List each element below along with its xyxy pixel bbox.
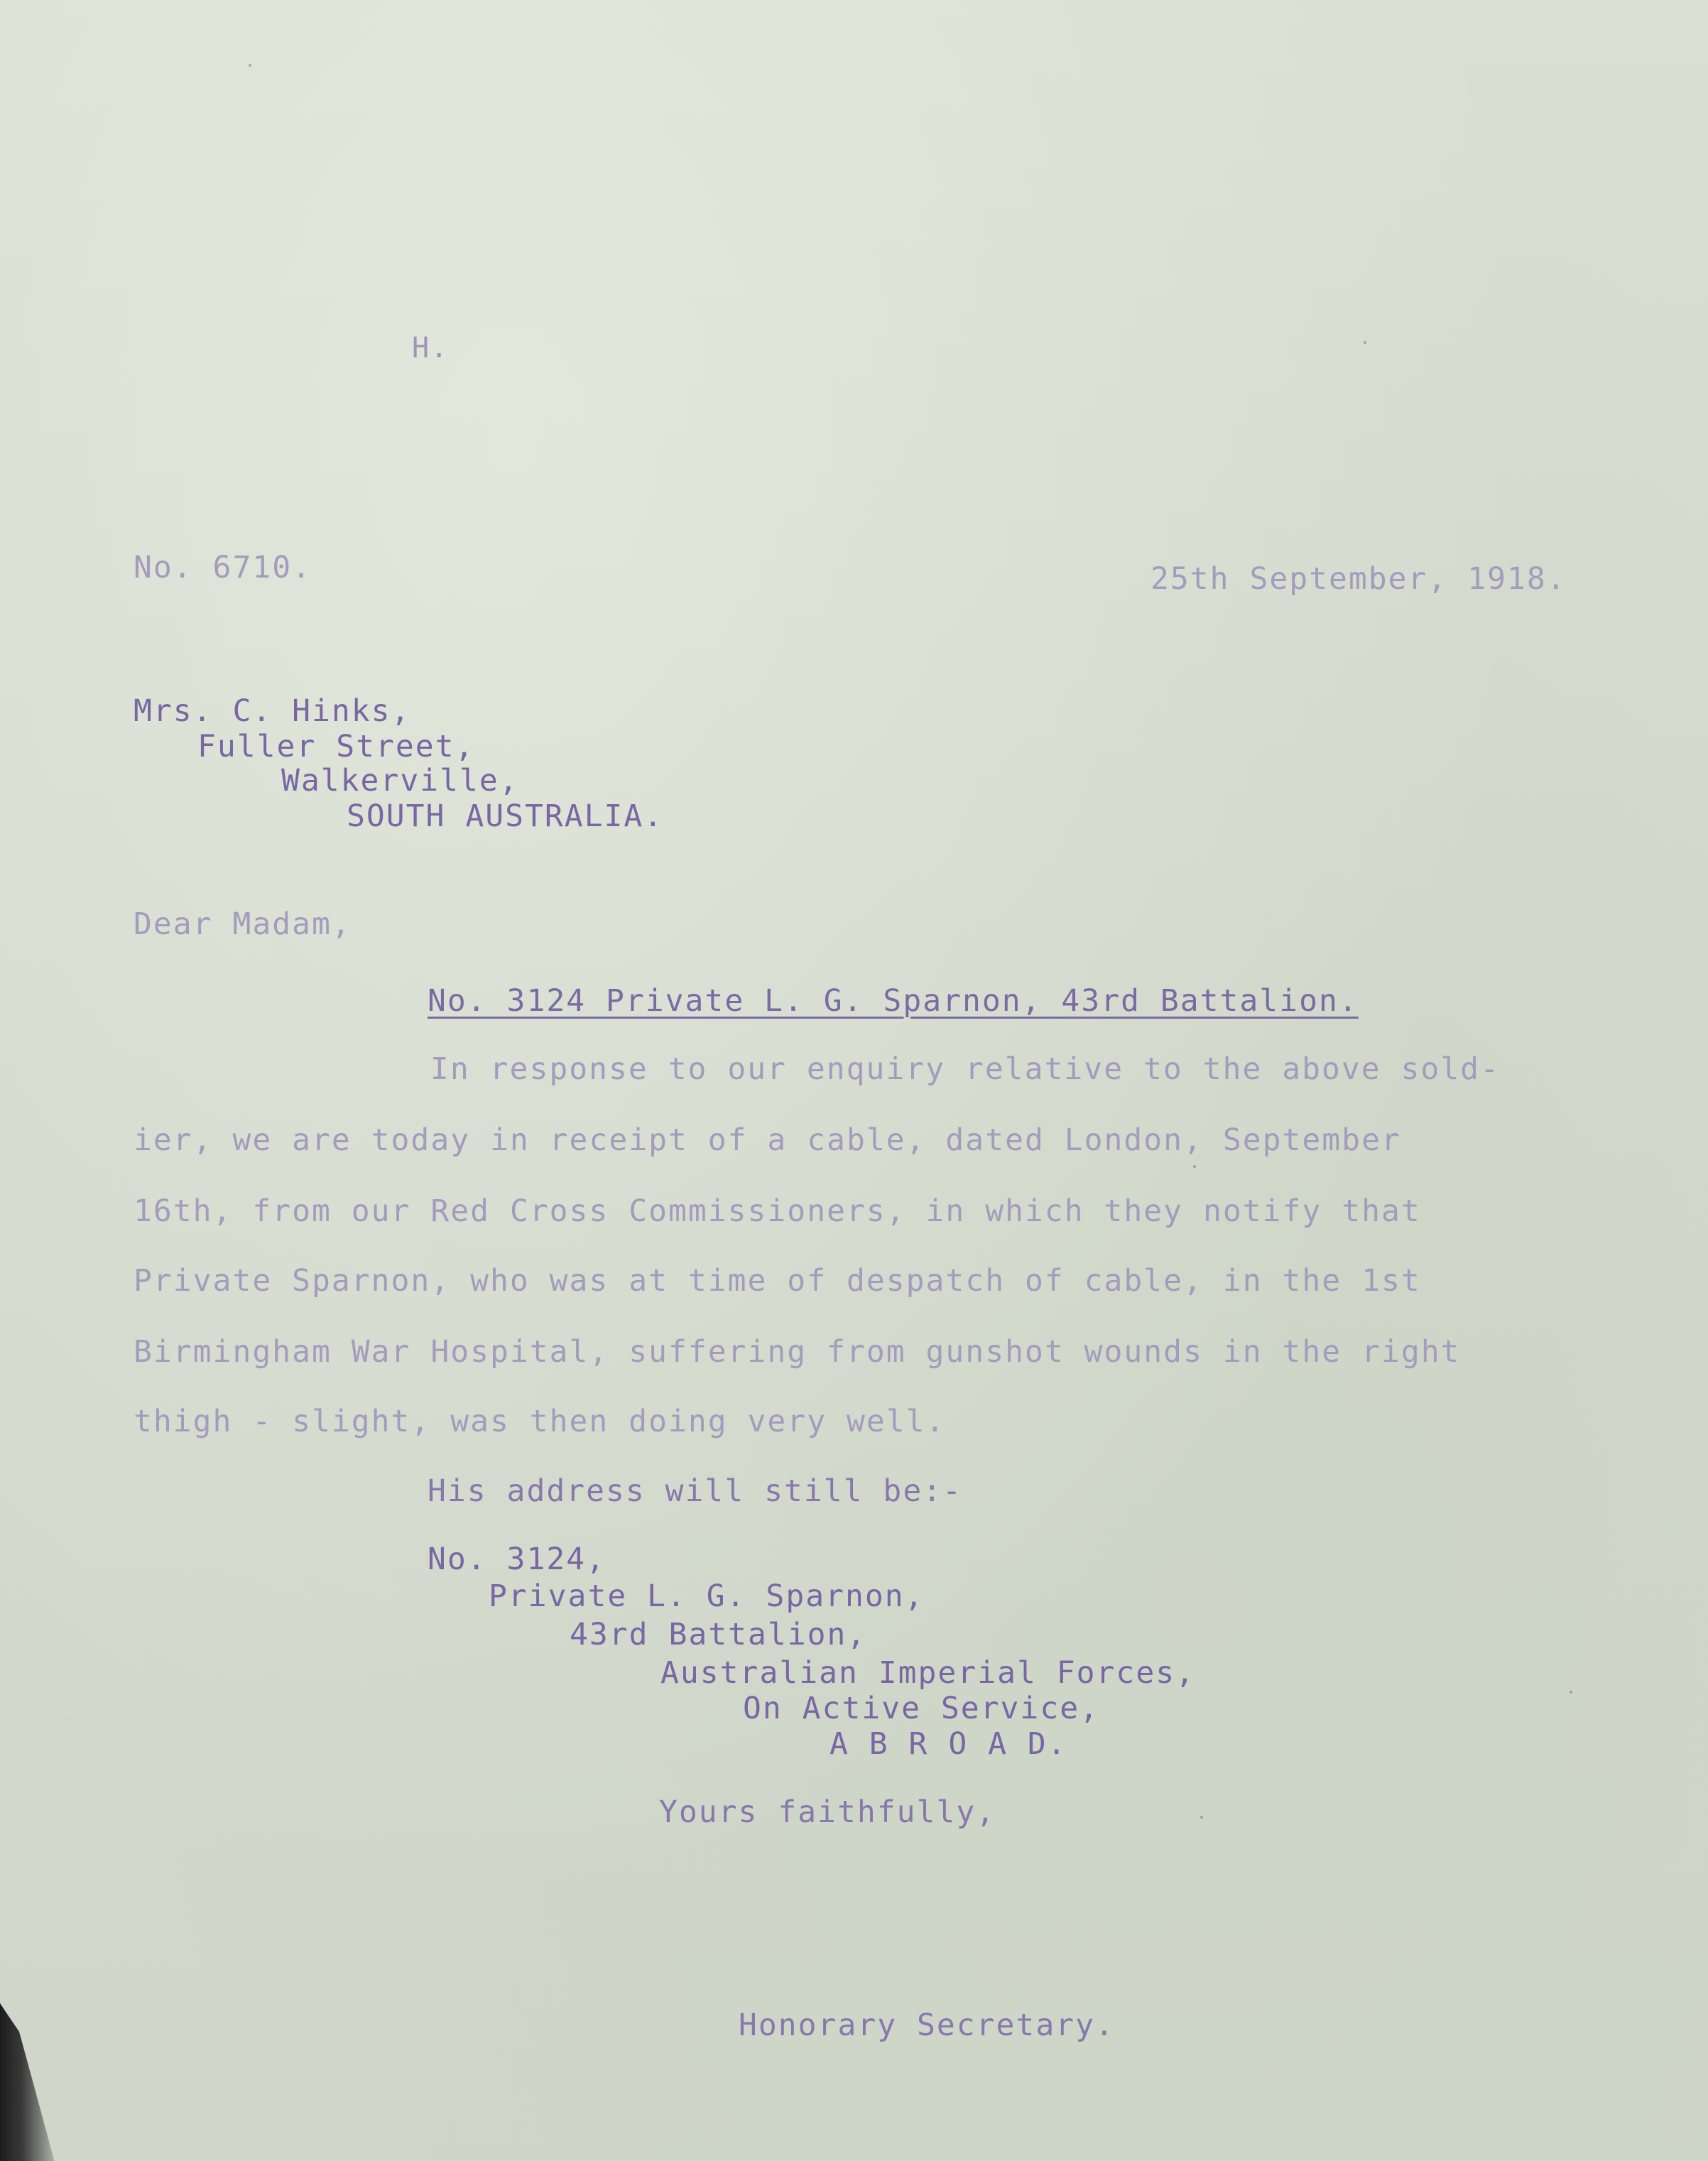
salutation: Dear Madam, (134, 906, 352, 942)
paper-speck (1570, 1691, 1572, 1694)
soldier-number: No. 3124, (428, 1542, 606, 1577)
body-line: Birmingham War Hospital, suffering from gunshot wounds in the right (134, 1334, 1461, 1370)
paper-speck (1364, 341, 1366, 344)
soldier-service: On Active Service, (743, 1691, 1099, 1726)
subject-line (428, 983, 1359, 1019)
body-line: thigh - slight, was then doing very well. (134, 1404, 946, 1439)
letter-date: 25th September, 1918. (1151, 561, 1567, 597)
paper-speck (1200, 1816, 1203, 1819)
soldier-battalion: 43rd Battalion, (570, 1617, 867, 1652)
recipient-suburb: Walkerville, (281, 763, 519, 798)
soldier-force: Australian Imperial Forces, (660, 1655, 1195, 1691)
body-line: In response to our enquiry relative to the above sold- (430, 1051, 1500, 1087)
reference-mark: H. (412, 332, 450, 364)
address-intro: His address will still be:- (428, 1473, 962, 1509)
scan-edge-shadow (0, 2003, 64, 2161)
closing: Yours faithfully, (659, 1794, 996, 1830)
soldier-location: A B R O A D. (829, 1726, 1067, 1762)
signoff: Honorary Secretary. (739, 2008, 1115, 2043)
body-line: 16th, from our Red Cross Commissioners, in which they notify that (134, 1193, 1421, 1229)
paper-speck (249, 64, 251, 67)
soldier-name: Private L. G. Sparnon, (489, 1578, 925, 1614)
subject-text: No. 3124 Private L. G. Sparnon, 43rd Battalion. (428, 983, 1359, 1019)
body-line: Private Sparnon, who was at time of despatch of cable, in the 1st (134, 1263, 1421, 1299)
recipient-state: SOUTH AUSTRALIA. (347, 798, 664, 834)
paper-speck (1193, 1165, 1196, 1168)
body-line: ier, we are today in receipt of a cable, dated London, September (134, 1122, 1401, 1158)
recipient-street: Fuller Street, (197, 729, 475, 764)
reference-number: No. 6710. (134, 550, 312, 585)
recipient-name: Mrs. C. Hinks, (134, 693, 411, 729)
